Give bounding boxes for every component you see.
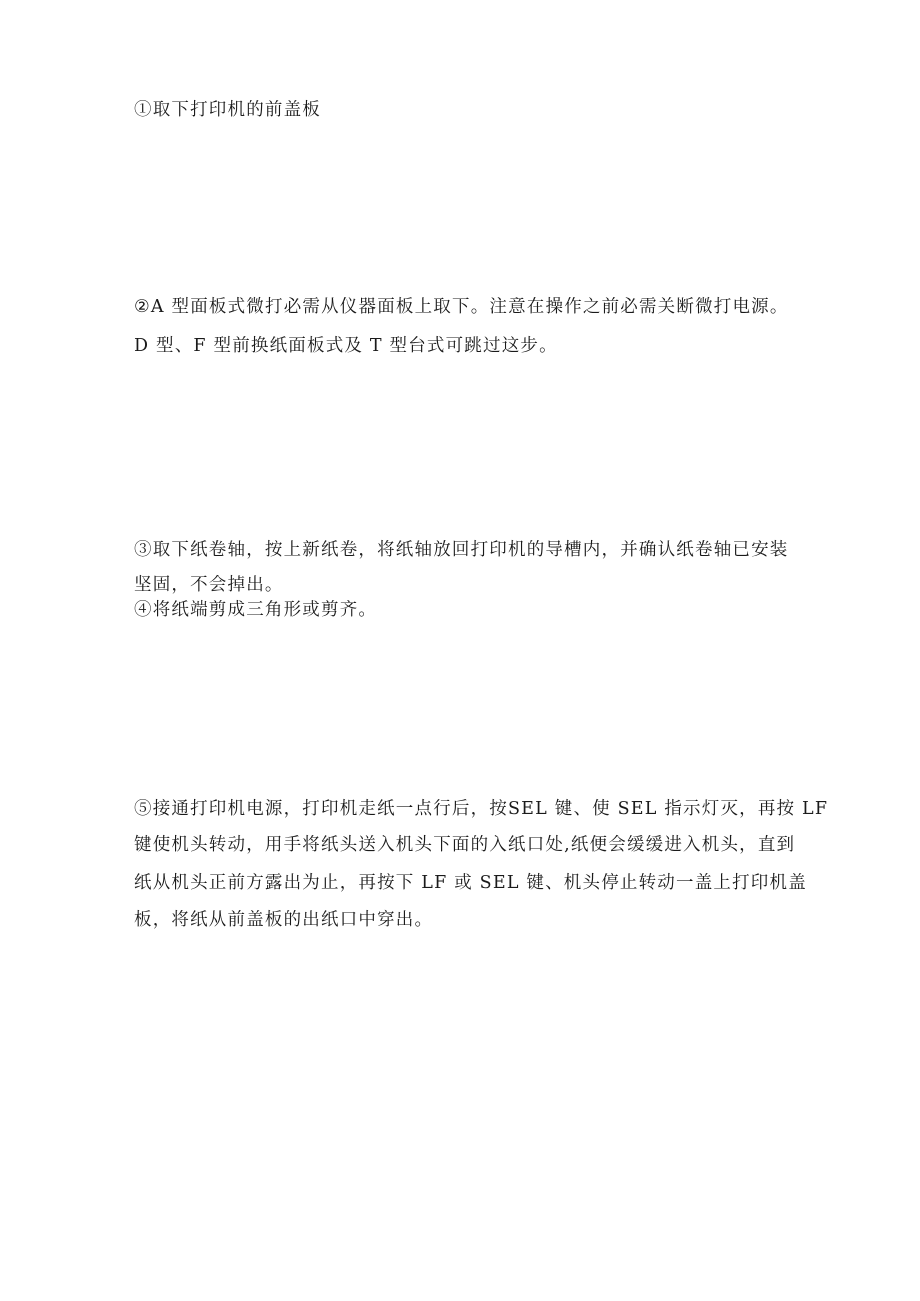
- step-3-text-line-2: 坚固，不会掉出。: [134, 575, 284, 595]
- step-2-text-line-1: ②A 型面板式微打必需从仪器面板上取下。注意在操作之前必需关断微打电源。: [134, 297, 789, 317]
- step-5-text-line-3: 纸从机头正前方露出为止，再按下 LF 或 SEL 键、机头停止转动一盖上打印机盖: [134, 873, 807, 893]
- step-1-text: ①取下打印机的前盖板: [134, 100, 321, 120]
- step-3-text-line-1: ③取下纸卷轴，按上新纸卷，将纸轴放回打印机的导槽内，并确认纸卷轴已安装: [134, 540, 789, 560]
- step-2-text-line-2: D 型、F 型前换纸面板式及 T 型台式可跳过这步。: [134, 336, 558, 356]
- step-4-text: ④将纸端剪成三角形或剪齐。: [134, 600, 378, 620]
- step-5-text-line-2: 键使机头转动，用手将纸头送入机头下面的入纸口处,纸便会缓缓进入机头，直到: [134, 835, 796, 855]
- step-5-text-line-4: 板，将纸从前盖板的出纸口中穿出。: [134, 910, 434, 930]
- step-5-text-line-1: ⑤接通打印机电源，打印机走纸一点行后，按SEL 键、使 SEL 指示灯灭，再按 LF: [134, 799, 829, 819]
